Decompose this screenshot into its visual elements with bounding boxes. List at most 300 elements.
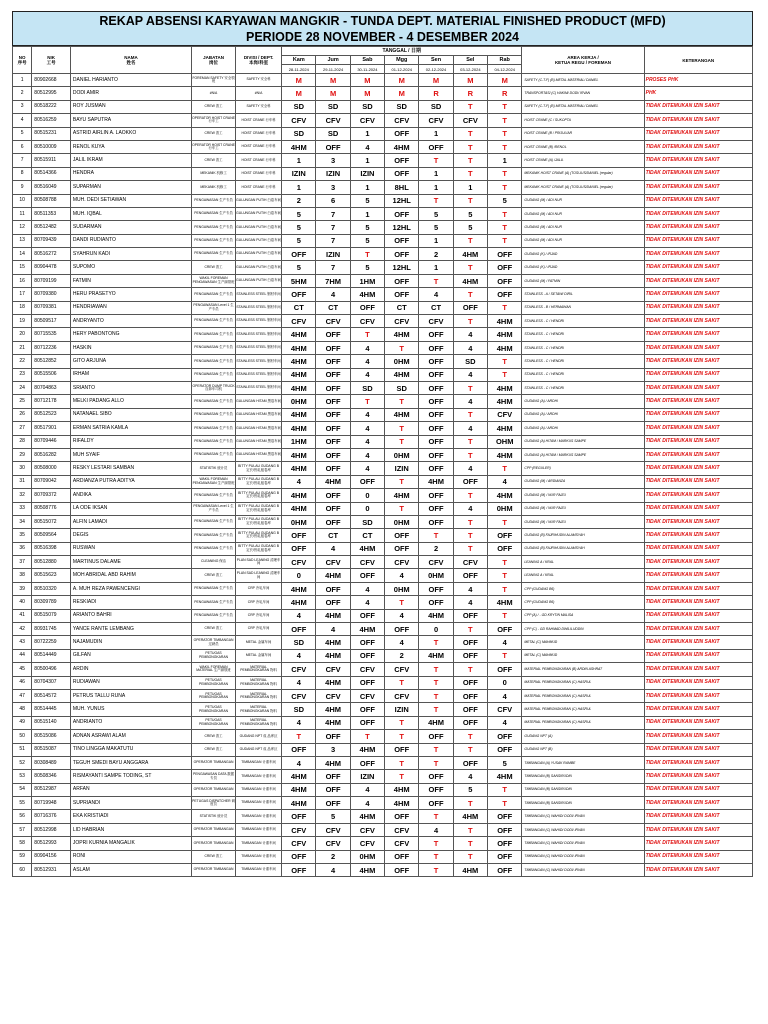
attendance-cell: IZIN	[316, 167, 350, 180]
employee-position: PENGAWASAN 生产专员	[192, 234, 236, 247]
attendance-cell: OFF	[316, 462, 350, 475]
employee-division: STAINLESS STEEL 钢材车间	[236, 328, 282, 341]
remark: TIDAK DITEMUKAN IZIN SAKIT	[644, 127, 752, 140]
attendance-cell: 4HM	[488, 341, 522, 354]
remark: TIDAK DITEMUKAN IZIN SAKIT	[644, 140, 752, 153]
employee-division: MATERIAL PEMBONGKARAN 物料	[236, 716, 282, 729]
attendance-cell: OFF	[488, 542, 522, 555]
remark: TIDAK DITEMUKAN IZIN SAKIT	[644, 368, 752, 381]
employee-nik: 80709381	[32, 301, 71, 314]
attendance-cell: 0	[350, 502, 384, 515]
attendance-cell: 4HM	[453, 864, 487, 877]
remark: TIDAK DITEMUKAN IZIN SAKIT	[644, 716, 752, 729]
employee-nik: 80931745	[32, 623, 71, 636]
attendance-cell: OFF	[316, 596, 350, 609]
remark: TIDAK DITEMUKAN IZIN SAKIT	[644, 743, 752, 756]
header-date: 02-12-2024	[419, 65, 453, 74]
attendance-cell: OFF	[419, 140, 453, 153]
attendance-cell: T	[453, 140, 487, 153]
header-keterangan: KETERANGAN	[644, 47, 752, 74]
row-number: 47	[13, 689, 32, 702]
attendance-cell: 4	[282, 475, 316, 488]
employee-name: IRHAM	[70, 368, 191, 381]
row-number: 29	[13, 448, 32, 461]
attendance-cell: T	[419, 756, 453, 769]
attendance-cell: 4	[419, 823, 453, 836]
employee-division: MATERIAL PEMBONGKARAN 物料	[236, 703, 282, 716]
table-row	[13, 716, 753, 729]
attendance-cell: T	[488, 609, 522, 622]
attendance-cell: OFF	[385, 154, 419, 167]
employee-nik: 80704307	[32, 676, 71, 689]
employee-name: HERY PABONTONG	[70, 328, 191, 341]
attendance-cell: T	[453, 167, 487, 180]
employee-position: PENGAWASAN 生产专员	[192, 609, 236, 622]
attendance-cell: OFF	[453, 636, 487, 649]
attendance-cell: OFF	[350, 716, 384, 729]
attendance-cell: T	[385, 435, 419, 448]
attendance-cell: CFV	[453, 114, 487, 127]
attendance-cell: OFF	[419, 355, 453, 368]
row-number: 43	[13, 636, 32, 649]
attendance-cell: OFF	[316, 328, 350, 341]
attendance-cell: T	[453, 315, 487, 328]
attendance-cell: OFF	[488, 663, 522, 676]
employee-position: CREW 普工	[192, 623, 236, 636]
attendance-cell: R	[453, 87, 487, 100]
work-area: GUDANG (B) FAJRIHUDIN ALAMSYAH	[522, 529, 644, 542]
work-area: GUDANG NPT (B)	[522, 743, 644, 756]
remark: TIDAK DITEMUKAN IZIN SAKIT	[644, 569, 752, 582]
attendance-cell: 4	[453, 328, 487, 341]
table-row	[13, 582, 753, 595]
employee-nik: 80712178	[32, 395, 71, 408]
row-number: 5	[13, 127, 32, 140]
employee-name: DODI AMIR	[70, 87, 191, 100]
attendance-cell: 5	[453, 783, 487, 796]
row-number: 24	[13, 381, 32, 394]
row-number: 17	[13, 288, 32, 301]
attendance-cell: 4HM	[453, 248, 487, 261]
attendance-cell: OFF	[385, 850, 419, 863]
attendance-cell: OFF	[419, 368, 453, 381]
employee-position: PENGAWASAN Level 1 生产专员	[192, 502, 236, 515]
attendance-cell: OFF	[316, 355, 350, 368]
row-number: 33	[13, 502, 32, 515]
work-area: TIMBANGAN (C) WAHIDI DODI/ IRVAN	[522, 837, 644, 850]
remark: TIDAK DITEMUKAN IZIN SAKIT	[644, 248, 752, 261]
employee-name: ANDIKA	[70, 489, 191, 502]
attendance-cell: 0HM	[385, 582, 419, 595]
table-row	[13, 261, 753, 274]
employee-nik: 80512523	[32, 408, 71, 421]
attendance-cell: IZIN	[350, 167, 384, 180]
table-row	[13, 127, 753, 140]
table-row	[13, 515, 753, 528]
row-number: 15	[13, 261, 32, 274]
row-number: 1	[13, 74, 32, 87]
work-area: LEANING A / KRAL	[522, 556, 644, 569]
attendance-cell: 4	[350, 448, 384, 461]
attendance-cell: 4	[350, 797, 384, 810]
attendance-cell: OFF	[419, 341, 453, 354]
employee-division: STAINLESS STEEL 钢材车间	[236, 355, 282, 368]
employee-division: SAFETY 安全科	[236, 100, 282, 113]
attendance-cell: OFF	[316, 515, 350, 528]
header-day: Sel	[453, 56, 487, 65]
row-number: 35	[13, 529, 32, 542]
employee-division: STAINLESS STEEL 钢材车间	[236, 381, 282, 394]
attendance-cell: M	[316, 74, 350, 87]
attendance-cell: OFF	[419, 462, 453, 475]
remark: TIDAK DITEMUKAN IZIN SAKIT	[644, 582, 752, 595]
attendance-cell: T	[419, 743, 453, 756]
employee-nik: 80515079	[32, 609, 71, 622]
attendance-cell: T	[453, 234, 487, 247]
remark: TIDAK DITEMUKAN IZIN SAKIT	[644, 850, 752, 863]
employee-position: OPERATOR TIMBANGAN	[192, 837, 236, 850]
employee-division: HOIST CRANE 行车科	[236, 181, 282, 194]
row-number: 60	[13, 864, 32, 877]
employee-nik: 80509517	[32, 315, 71, 328]
table-row	[13, 100, 753, 113]
attendance-cell: OFF	[488, 810, 522, 823]
attendance-cell: 4HM	[419, 475, 453, 488]
remark: TIDAK DITEMUKAN IZIN SAKIT	[644, 221, 752, 234]
employee-position: PENGAWASAN 生产专员	[192, 355, 236, 368]
attendance-cell: CFV	[385, 315, 419, 328]
attendance-cell: 4HM	[419, 649, 453, 662]
attendance-cell: CFV	[316, 689, 350, 702]
employee-nik: 80515086	[32, 730, 71, 743]
attendance-cell: OFF	[488, 529, 522, 542]
attendance-cell: 5	[453, 207, 487, 220]
remark: TIDAK DITEMUKAN IZIN SAKIT	[644, 288, 752, 301]
remark: PROSES PHK	[644, 74, 752, 87]
attendance-cell: T	[453, 435, 487, 448]
attendance-cell: OFF	[282, 810, 316, 823]
attendance-cell: OFF	[385, 207, 419, 220]
attendance-cell: T	[453, 623, 487, 636]
employee-division: CRP 冷轧车间	[236, 609, 282, 622]
employee-name: SUPOMO	[70, 261, 191, 274]
attendance-cell: OFF	[350, 569, 384, 582]
attendance-cell: 4	[316, 542, 350, 555]
work-area: TIMBANGAN (C) WAHIDI DODI/ IRVAN	[522, 810, 644, 823]
table-row	[13, 609, 753, 622]
row-number: 51	[13, 743, 32, 756]
employee-name: ARIANTO BAHRI	[70, 609, 191, 622]
employee-nik: 80515623	[32, 569, 71, 582]
employee-position: PENGAWASAN 生产专员	[192, 328, 236, 341]
attendance-cell: 4HM	[419, 716, 453, 729]
employee-position: PENGAWASAN 生产专员	[192, 448, 236, 461]
row-number: 25	[13, 395, 32, 408]
attendance-cell: OFF	[282, 864, 316, 877]
employee-name: RISMAYANTI SAMPE TODING, ST	[70, 770, 191, 783]
work-area: STAINLESS - C / HENDRI	[522, 355, 644, 368]
table-row	[13, 381, 753, 394]
attendance-cell: 4HM	[316, 636, 350, 649]
attendance-cell: 4	[350, 462, 384, 475]
employee-division: BITTY PULAU GUDANG B 定长/热轧板卷库	[236, 542, 282, 555]
attendance-cell: 4HM	[316, 649, 350, 662]
attendance-cell: 4	[350, 596, 384, 609]
attendance-cell: 4HM	[316, 676, 350, 689]
employee-nik: 80515140	[32, 716, 71, 729]
work-area: GUDANG (A) / ARDHI	[522, 422, 644, 435]
table-row	[13, 756, 753, 769]
work-area: TRANSPORTASI (C) HAKIM/ DODI/ IRVAN	[522, 87, 644, 100]
attendance-cell: 3	[316, 154, 350, 167]
attendance-cell: OFF	[419, 502, 453, 515]
attendance-cell: 4HM	[488, 328, 522, 341]
remark: TIDAK DITEMUKAN IZIN SAKIT	[644, 515, 752, 528]
employee-position: CLEANING 保洁	[192, 556, 236, 569]
employee-name: RUSWAN	[70, 542, 191, 555]
attendance-cell: OFF	[282, 248, 316, 261]
attendance-cell: 5	[488, 756, 522, 769]
attendance-cell: OFF	[385, 529, 419, 542]
employee-name: PETRUS TALLU RUNA	[70, 689, 191, 702]
employee-division: BITTY PULAU GUDANG B 定长/热轧板卷库	[236, 529, 282, 542]
employee-division: CRP 冷轧车间	[236, 623, 282, 636]
work-area: METAL (C) MAHMUD	[522, 636, 644, 649]
attendance-cell: T	[453, 823, 487, 836]
table-row	[13, 181, 753, 194]
row-number: 7	[13, 154, 32, 167]
attendance-cell: 5	[350, 221, 384, 234]
attendance-cell: T	[488, 582, 522, 595]
row-number: 19	[13, 315, 32, 328]
employee-name: DANDI RUDIANTO	[70, 234, 191, 247]
employee-nik: 80512880	[32, 556, 71, 569]
attendance-cell: 4HM	[488, 315, 522, 328]
attendance-cell: OFF	[453, 301, 487, 314]
remark: TIDAK DITEMUKAN IZIN SAKIT	[644, 823, 752, 836]
remark: TIDAK DITEMUKAN IZIN SAKIT	[644, 703, 752, 716]
attendance-cell: T	[419, 663, 453, 676]
attendance-cell: OFF	[316, 783, 350, 796]
attendance-cell: CFV	[316, 114, 350, 127]
row-number: 2	[13, 87, 32, 100]
attendance-cell: OFF	[350, 703, 384, 716]
employee-position: CREW 普工	[192, 730, 236, 743]
attendance-cell: T	[488, 462, 522, 475]
employee-name: GILFAN	[70, 649, 191, 662]
attendance-cell: 4HM	[282, 502, 316, 515]
attendance-cell: R	[419, 87, 453, 100]
employee-division: GUDANG NPT 成 品库区	[236, 730, 282, 743]
attendance-cell: M	[282, 87, 316, 100]
work-area: METAL (C) MAHMUD	[522, 649, 644, 662]
work-area: GUDANG (M) / NUR FAIZU	[522, 502, 644, 515]
employee-division: BITTY PULAU GUDANG B 定长/热轧板卷库	[236, 489, 282, 502]
attendance-cell: 4HM	[385, 368, 419, 381]
attendance-cell: CFV	[282, 663, 316, 676]
employee-nik: 80516272	[32, 248, 71, 261]
remark: TIDAK DITEMUKAN IZIN SAKIT	[644, 864, 752, 877]
attendance-cell: 4	[453, 462, 487, 475]
employee-division: TIMBANGAN 计重车间	[236, 783, 282, 796]
header-day: Sen	[419, 56, 453, 65]
attendance-cell: 0HM	[488, 502, 522, 515]
attendance-cell: 4	[453, 596, 487, 609]
attendance-cell: 4HM	[282, 596, 316, 609]
attendance-cell: CFV	[316, 556, 350, 569]
work-area: STAINLESS - C / HENDRI	[522, 381, 644, 394]
attendance-cell: OFF	[385, 542, 419, 555]
employee-division: TIMBANGAN 计重车间	[236, 770, 282, 783]
attendance-cell: CFV	[419, 114, 453, 127]
remark: TIDAK DITEMUKAN IZIN SAKIT	[644, 676, 752, 689]
attendance-cell: IZIN	[385, 462, 419, 475]
employee-division: GULUNGAN HITAM 黑卷车间	[236, 435, 282, 448]
attendance-cell: T	[350, 248, 384, 261]
employee-name: JALIL IKRAM	[70, 154, 191, 167]
attendance-cell: 4	[350, 408, 384, 421]
row-number: 3	[13, 100, 32, 113]
attendance-cell: 0	[350, 489, 384, 502]
employee-name: ANDRYANTO	[70, 315, 191, 328]
table-row	[13, 689, 753, 702]
remark: TIDAK DITEMUKAN IZIN SAKIT	[644, 730, 752, 743]
employee-name: RIFALDY	[70, 435, 191, 448]
attendance-cell: 3	[316, 743, 350, 756]
employee-division: GUDANG NPT 成 品库区	[236, 743, 282, 756]
table-row	[13, 770, 753, 783]
employee-name: HASKIN	[70, 341, 191, 354]
attendance-cell: 4	[488, 716, 522, 729]
attendance-cell: 5	[316, 810, 350, 823]
attendance-cell: CT	[350, 529, 384, 542]
employee-nik: 80712236	[32, 341, 71, 354]
employee-division: BITTY PULAU GUDANG B 定长/热轧板卷库	[236, 502, 282, 515]
attendance-cell: CFV	[488, 408, 522, 421]
table-row	[13, 87, 753, 100]
employee-division: TIMBANGAN 计重车间	[236, 837, 282, 850]
attendance-cell: SD	[350, 381, 384, 394]
employee-division: GULUNGAN HITAM 黑卷车间	[236, 422, 282, 435]
attendance-cell: CT	[282, 301, 316, 314]
report-title-banner	[12, 11, 753, 46]
work-area: CPP (GUDANG B6)	[522, 596, 644, 609]
table-row	[13, 448, 753, 461]
attendance-cell: OFF	[316, 341, 350, 354]
attendance-cell: T	[488, 207, 522, 220]
attendance-cell: OFF	[282, 850, 316, 863]
employee-division: CRP 冷轧车间	[236, 596, 282, 609]
row-number: 54	[13, 783, 32, 796]
table-row	[13, 743, 753, 756]
employee-nik: 80508788	[32, 194, 71, 207]
employee-nik: 80512998	[32, 823, 71, 836]
attendance-cell: T	[385, 730, 419, 743]
employee-division: GULUNGAN PUTIH 白卷车间	[236, 207, 282, 220]
attendance-cell: 4	[488, 475, 522, 488]
attendance-cell: T	[419, 676, 453, 689]
table-row	[13, 248, 753, 261]
attendance-cell: T	[453, 408, 487, 421]
employee-name: GITO ARJUNA	[70, 355, 191, 368]
employee-nik: 80515072	[32, 515, 71, 528]
employee-name: RESKIADI	[70, 596, 191, 609]
attendance-cell: SD	[282, 703, 316, 716]
employee-position: PENGAWASAN 生产专员	[192, 408, 236, 421]
row-number: 50	[13, 730, 32, 743]
header-date: 28-11-2024	[282, 65, 316, 74]
attendance-cell: T	[350, 395, 384, 408]
work-area: STAINLESS - A / SETAWI DIRIL	[522, 288, 644, 301]
employee-name: ASTRID AIRLIN A. LAOKKO	[70, 127, 191, 140]
attendance-cell: OFF	[385, 810, 419, 823]
row-number: 40	[13, 596, 32, 609]
table-row	[13, 649, 753, 662]
header-date: 04-12-2024	[488, 65, 522, 74]
work-area: CPP (C) - GD RAHMAD DWILILUDDIN	[522, 623, 644, 636]
employee-name: RUDIAWAN	[70, 676, 191, 689]
row-number: 28	[13, 435, 32, 448]
attendance-cell: T	[453, 288, 487, 301]
table-row	[13, 462, 753, 475]
attendance-cell: T	[350, 730, 384, 743]
attendance-cell: R	[488, 87, 522, 100]
remark: TIDAK DITEMUKAN IZIN SAKIT	[644, 502, 752, 515]
work-area: MATERIAL PEMBONGKARAN (C) HASRUL	[522, 703, 644, 716]
attendance-cell: 4HM	[350, 288, 384, 301]
employee-name: HENDRIAWAN	[70, 301, 191, 314]
employee-nik: 80709446	[32, 435, 71, 448]
table-row	[13, 797, 753, 810]
employee-division: MATERIAL PEMBONGKARAN 物料	[236, 689, 282, 702]
attendance-cell: OFF	[385, 127, 419, 140]
remark: PHK	[644, 87, 752, 100]
table-row	[13, 542, 753, 555]
employee-position: CREW 普工	[192, 743, 236, 756]
employee-nik: 80516259	[32, 114, 71, 127]
attendance-cell: OFF	[453, 609, 487, 622]
attendance-cell: CFV	[282, 556, 316, 569]
work-area: CPP (GUDANG B6)	[522, 582, 644, 595]
attendance-cell: 7HM	[316, 274, 350, 287]
attendance-cell: SD	[350, 100, 384, 113]
attendance-cell: T	[488, 649, 522, 662]
attendance-cell: OFF	[316, 502, 350, 515]
attendance-cell: 4HM	[488, 770, 522, 783]
employee-position: OPERATOR TIMBANGAN 过磅员	[192, 636, 236, 649]
employee-division: BITTY PULAU GUDANG B 定长/热轧板卷库	[236, 515, 282, 528]
header-day: Rab	[488, 56, 522, 65]
attendance-cell: OFF	[488, 850, 522, 863]
table-row	[13, 810, 753, 823]
employee-division: STAINLESS STEEL 钢材车间	[236, 315, 282, 328]
attendance-cell: 4HM	[488, 381, 522, 394]
attendance-cell: 5	[419, 207, 453, 220]
header-divisi: DIVISI / DEPT. 本岗/科室	[236, 47, 282, 74]
attendance-cell: 4HM	[282, 770, 316, 783]
row-number: 48	[13, 703, 32, 716]
employee-division: TIMBANGAN 计重车间	[236, 810, 282, 823]
attendance-cell: CFV	[282, 315, 316, 328]
attendance-cell: SD	[350, 515, 384, 528]
attendance-cell: CFV	[282, 114, 316, 127]
attendance-cell: OFF	[316, 448, 350, 461]
row-number: 56	[13, 810, 32, 823]
work-area: HOIST CRANE (C / SUKOPTA	[522, 114, 644, 127]
attendance-cell: OFF	[385, 288, 419, 301]
remark: TIDAK DITEMUKAN IZIN SAKIT	[644, 609, 752, 622]
remark: TIDAK DITEMUKAN IZIN SAKIT	[644, 797, 752, 810]
